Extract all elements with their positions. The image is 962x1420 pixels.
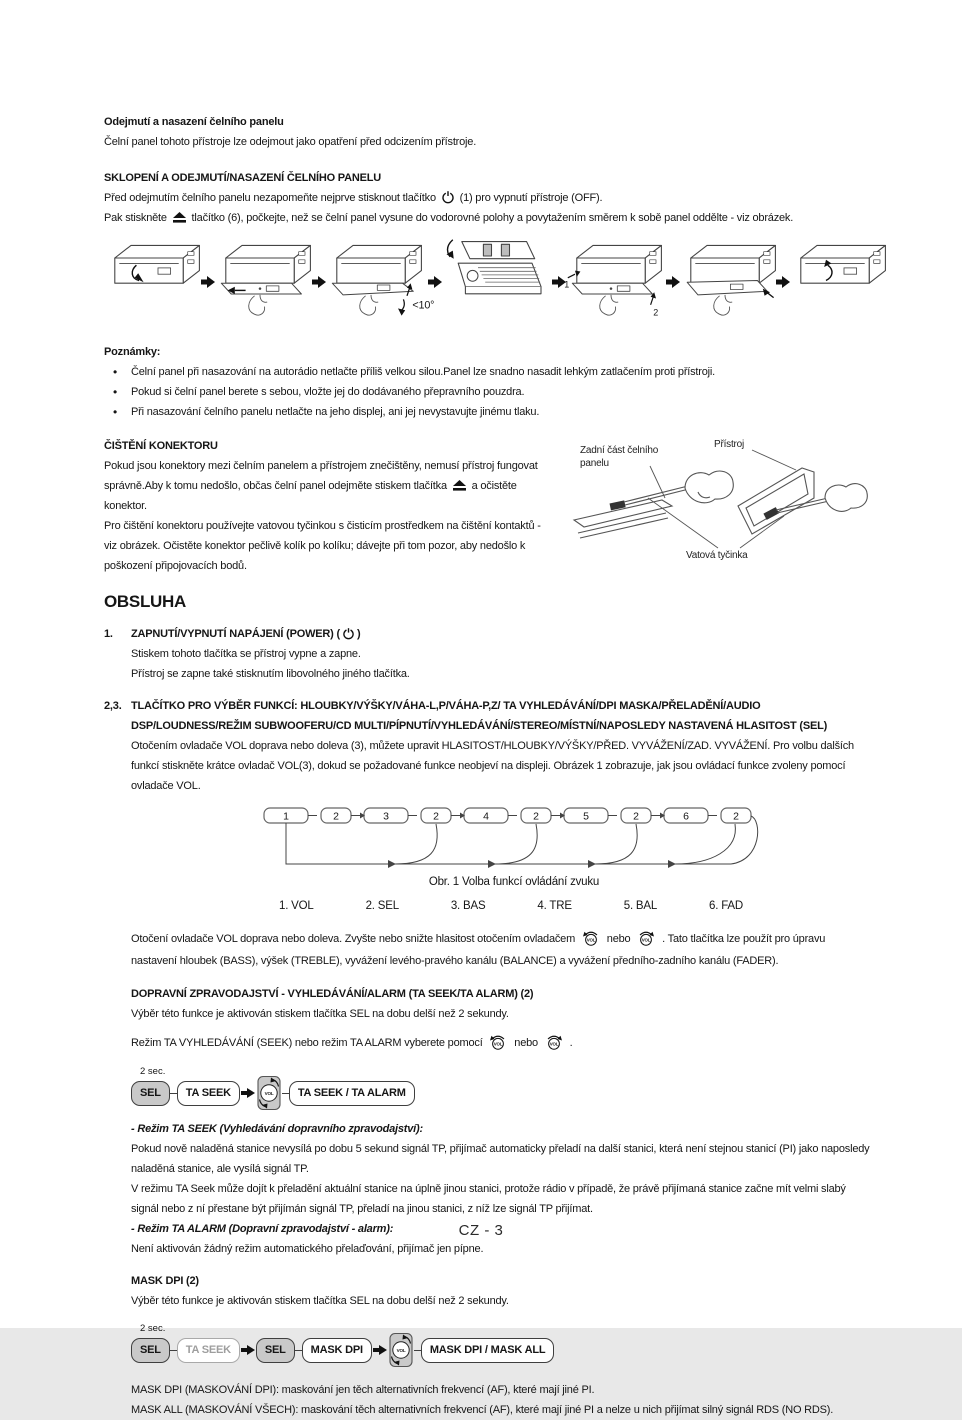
detach-intro: Čelní panel tohoto přístroje lze odejmout jako opatření před odcizením přístroje.: [104, 136, 477, 148]
sel-button-pill: SEL: [256, 1338, 295, 1363]
page-number: CZ - 3: [458, 1222, 504, 1239]
item23-para: Otočením ovladače VOL doprava nebo doleva (3), můžete upravit HLASITOST/HLOUBKY/VÝŠKY/PŘED. VYVÁŽENÍ/ZAD. VYVÁŽENÍ. Pro volbu dalších funkcí stiskněte krátce ovladač VOL(3), dokud se požadované funkce neobjeví na displeji. Obrázek 1 zobrazuje, jak jsou ovládací funkce zvoleny pomocí ovladače VOL.: [131, 740, 854, 792]
mask-para1: MASK DPI (MASKOVÁNÍ DPI): maskování jen těch alternativních frekvencí (AF), které mají jiné PI.: [131, 1384, 595, 1396]
svg-text:5: 5: [583, 810, 589, 823]
svg-text:VOL: VOL: [396, 1347, 406, 1353]
eject-icon: [173, 212, 186, 223]
notes-title: Poznámky:: [104, 346, 161, 358]
angle-label: <10°: [412, 299, 435, 312]
obsluha-item-1: [104, 624, 870, 684]
power-icon: [343, 628, 354, 639]
ta-seek-mode-title: - Režim TA SEEK (Vyhledávání dopravního zpravodajství):: [131, 1123, 423, 1135]
sel-button-pill: SEL: [131, 1081, 170, 1106]
note-item: • Čelní panel při nasazování na autorádio netlačte příliš velkou silou.Panel lze snadno nasadit lehkým zatlačením proti přístroji.: [104, 362, 870, 382]
step-number-1: 1: [564, 279, 570, 290]
ta-seek-alarm-pill: TA SEEK / TA ALARM: [289, 1081, 415, 1106]
ta-activate: Výběr této funkce je aktivován stiskem tlačítka SEL na dobu delší než 2 sekundy.: [131, 1008, 509, 1020]
carrying-case: [447, 240, 542, 294]
step-number-2: 2: [653, 307, 659, 318]
step-arrow: [201, 276, 215, 288]
ta-flow-diagram: [131, 1062, 870, 1111]
mask-flow-diagram: [131, 1319, 870, 1368]
flow-arrow-icon: [241, 1088, 255, 1098]
vol-knob-icon: [257, 1075, 281, 1111]
svg-text:3: 3: [383, 810, 389, 823]
ta-seek-para1: Pokud nově naladěná stanice nevysílá po dobu 5 sekund signál TP, přijímač automaticky přeladí na další stanici, která není stejnou stanicí (PI) jako naposledy naladěná stanice, ale vysílá signál TP.: [131, 1143, 870, 1175]
fig1-legend: 1. VOL 2. SEL 3. BAS 4. TRE 5. BAL 6. FAD: [279, 900, 743, 912]
flow-connector: [170, 1093, 177, 1094]
svg-text:4: 4: [483, 810, 489, 823]
vol-rotate-right-icon: [636, 929, 656, 946]
sel-button-pill: SEL: [131, 1338, 170, 1363]
section-title-fold: SKLOPENÍ A ODEJMUTÍ/NASAZENÍ ČELNÍHO PANELU: [104, 172, 382, 184]
ta-seek-pill-faded: TA SEEK: [177, 1338, 240, 1363]
item1-line1: Stiskem tohoto tlačítka se přístroj vypne a zapne.: [131, 648, 361, 660]
vol-rotate-left-icon: [581, 929, 601, 946]
ta-title: DOPRAVNÍ ZPRAVODAJSTVÍ - VYHLEDÁVÁNÍ/ALARM (TA SEEK/TA ALARM) (2): [131, 988, 534, 1000]
vol-knob-icon: [389, 1332, 413, 1368]
flow-connector: [282, 1093, 289, 1094]
cleaning-para2: Pro čištění konektoru používejte vatovou tyčinkou s čisticím prostředkem na čištění kontaktů - viz obrázek. Očistěte konektor pečlivě kolík po kolíku; dávejte při tom pozor, aby nedošlo k poškození připojovacích bodů.: [104, 520, 541, 572]
svg-text:2: 2: [533, 810, 539, 823]
eject-icon: [453, 480, 466, 491]
label-unit: Přístroj: [714, 439, 745, 450]
svg-text:VOL: VOL: [549, 1041, 559, 1047]
item-number: 2,3.: [104, 700, 122, 712]
mask-dpi-pill: MASK DPI: [302, 1338, 372, 1363]
vol-paragraph: Otočení ovladače VOL doprava nebo doleva. Zvyšte nebo snižte hlasitost otočením ovladačem VOL nebo VOL . Tato tlačítka lze použít pro úpravu nastavení hloubek (BASS), výšek (TREBLE), vyvážení levého-pravého kanálu (BALANCE) a vyvážení předního-zadního kanálu (FADER).: [131, 928, 870, 972]
connector-cleaning-figure: [570, 436, 870, 568]
mask-activate: Výběr této funkce je aktivován stiskem tlačítka SEL na dobu delší než 2 sekundy.: [131, 1295, 509, 1307]
flow-arrow-icon: [373, 1345, 387, 1355]
svg-text:VOL: VOL: [264, 1090, 274, 1096]
flow-arrow-icon: [241, 1345, 255, 1355]
item1-line2: Přístroj se zapne také stisknutím libovolného jiného tlačítka.: [131, 668, 410, 680]
section-title-detach: Odejmutí a nasazení čelního panelu: [104, 116, 284, 128]
fig1-function-flow: [261, 806, 767, 916]
flow-connector: [295, 1350, 302, 1351]
vol-rotate-left-icon: [488, 1033, 508, 1050]
detach-line1: Před odejmutím čelního panelu nezapomeňte nejprve stisknout tlačítko (1) pro vypnutí přístroje (OFF).: [104, 192, 603, 204]
item1-title: ZAPNUTÍ/VYPNUTÍ NAPÁJENÍ (POWER) ( ): [131, 628, 361, 640]
svg-text:VOL: VOL: [494, 1041, 503, 1047]
front-panel-steps-figure: [104, 236, 870, 334]
detach-line2: Pak stiskněte tlačítko (6), počkejte, než se čelní panel vysune do vodorovné polohy a povytažením směrem k sobě panel oddělte - viz obrázek.: [104, 212, 794, 224]
svg-text:1: 1: [283, 810, 289, 823]
note-item: • Pokud si čelní panel berete s sebou, vložte jej do dodávaného přepravního pouzdra.: [104, 382, 870, 402]
ta-seek-para2: V režimu TA Seek může dojít k přeladění aktuální stanice na úplně jinou stanici, protože rádio v případě, že právě přijímaná stanice začne mít velmi slabý signál nebo z ní přestane být přijímán signál TP, přeladí na jinou stanici, z níž lze signál TP přijímat.: [131, 1183, 846, 1215]
svg-text:VOL: VOL: [642, 937, 651, 943]
flow-duration-label: 2 sec.: [140, 1323, 166, 1334]
svg-text:2: 2: [433, 810, 439, 823]
item23-title: TLAČÍTKO PRO VÝBĚR FUNKCÍ: HLOUBKY/VÝŠKY/VÁHA-L,P/VÁHA-P,Z/ TA VYHLEDÁVÁNÍ/DPI MASKA/PŘELADĚNÍ/AUDIO DSP/LOUDNESS/REŽIM SUBWOOFERU/CD MULTI/PÍPNUTÍ/VYHLEDÁVÁNÍ/STEREO/MÍSTNÍ/NAPOSLEDY NASTAVENÁ HLASITOST (SEL): [131, 700, 828, 732]
svg-text:6: 6: [683, 810, 689, 823]
svg-text:2: 2: [733, 810, 739, 823]
svg-text:2: 2: [333, 810, 339, 823]
note-item: • Při nasazování čelního panelu netlačte na jeho displej, ani jej nevystavujte jinému tlaku.: [104, 402, 870, 422]
label-swab: Vatová tyčinka: [686, 550, 748, 561]
obsluha-item-23: [104, 696, 870, 1420]
mask-para2: MASK ALL (MASKOVÁNÍ VŠECH): maskování těch alternativních frekvencí (AF), které mají jiné PI a nelze u nich přijímat silný signál RDS (NO RDS).: [131, 1404, 834, 1416]
svg-text:2: 2: [633, 810, 639, 823]
fig1-caption: Obr. 1 Volba funkcí ovládání zvuku: [428, 876, 600, 888]
ta-alarm-para: Není aktivován žádný režim automatického přelaďování, přijímač jen pípne.: [131, 1243, 484, 1255]
svg-text:VOL: VOL: [586, 937, 596, 943]
power-icon: [442, 191, 454, 203]
step-arrow: [428, 276, 442, 288]
flow-duration-label: 2 sec.: [140, 1066, 166, 1077]
mask-dpi-all-pill: MASK DPI / MASK ALL: [421, 1338, 555, 1363]
step-arrow: [666, 276, 680, 288]
obsluha-title: OBSLUHA: [104, 592, 186, 611]
cleaning-para1: Pokud jsou konektory mezi čelním panelem a přístrojem znečištěny, nemusí přístroj fungovat správně.Aby k tomu nedošlo, občas čelní panel odejměte stiskem tlačítka a očistěte konektor.: [104, 460, 538, 512]
item-number: 1.: [104, 628, 113, 640]
step-arrow: [776, 276, 790, 288]
step-arrow: [312, 276, 326, 288]
flow-connector: [414, 1350, 421, 1351]
ta-select-line: Režim TA VYHLEDÁVÁNÍ (SEEK) nebo režim TA ALARM vyberete pomocí VOL nebo VOL .: [131, 1032, 870, 1054]
flow-connector: [170, 1350, 177, 1351]
label-back-panel: Zadní část čelního panelu: [580, 445, 659, 469]
vol-rotate-right-icon: [544, 1033, 564, 1050]
mask-title: MASK DPI (2): [131, 1275, 199, 1287]
ta-seek-pill: TA SEEK: [177, 1081, 240, 1106]
cleaning-title: ČIŠTĚNÍ KONEKTORU: [104, 440, 218, 452]
ta-alarm-mode-title: - Režim TA ALARM (Dopravní zpravodajství - alarm):: [131, 1223, 394, 1235]
